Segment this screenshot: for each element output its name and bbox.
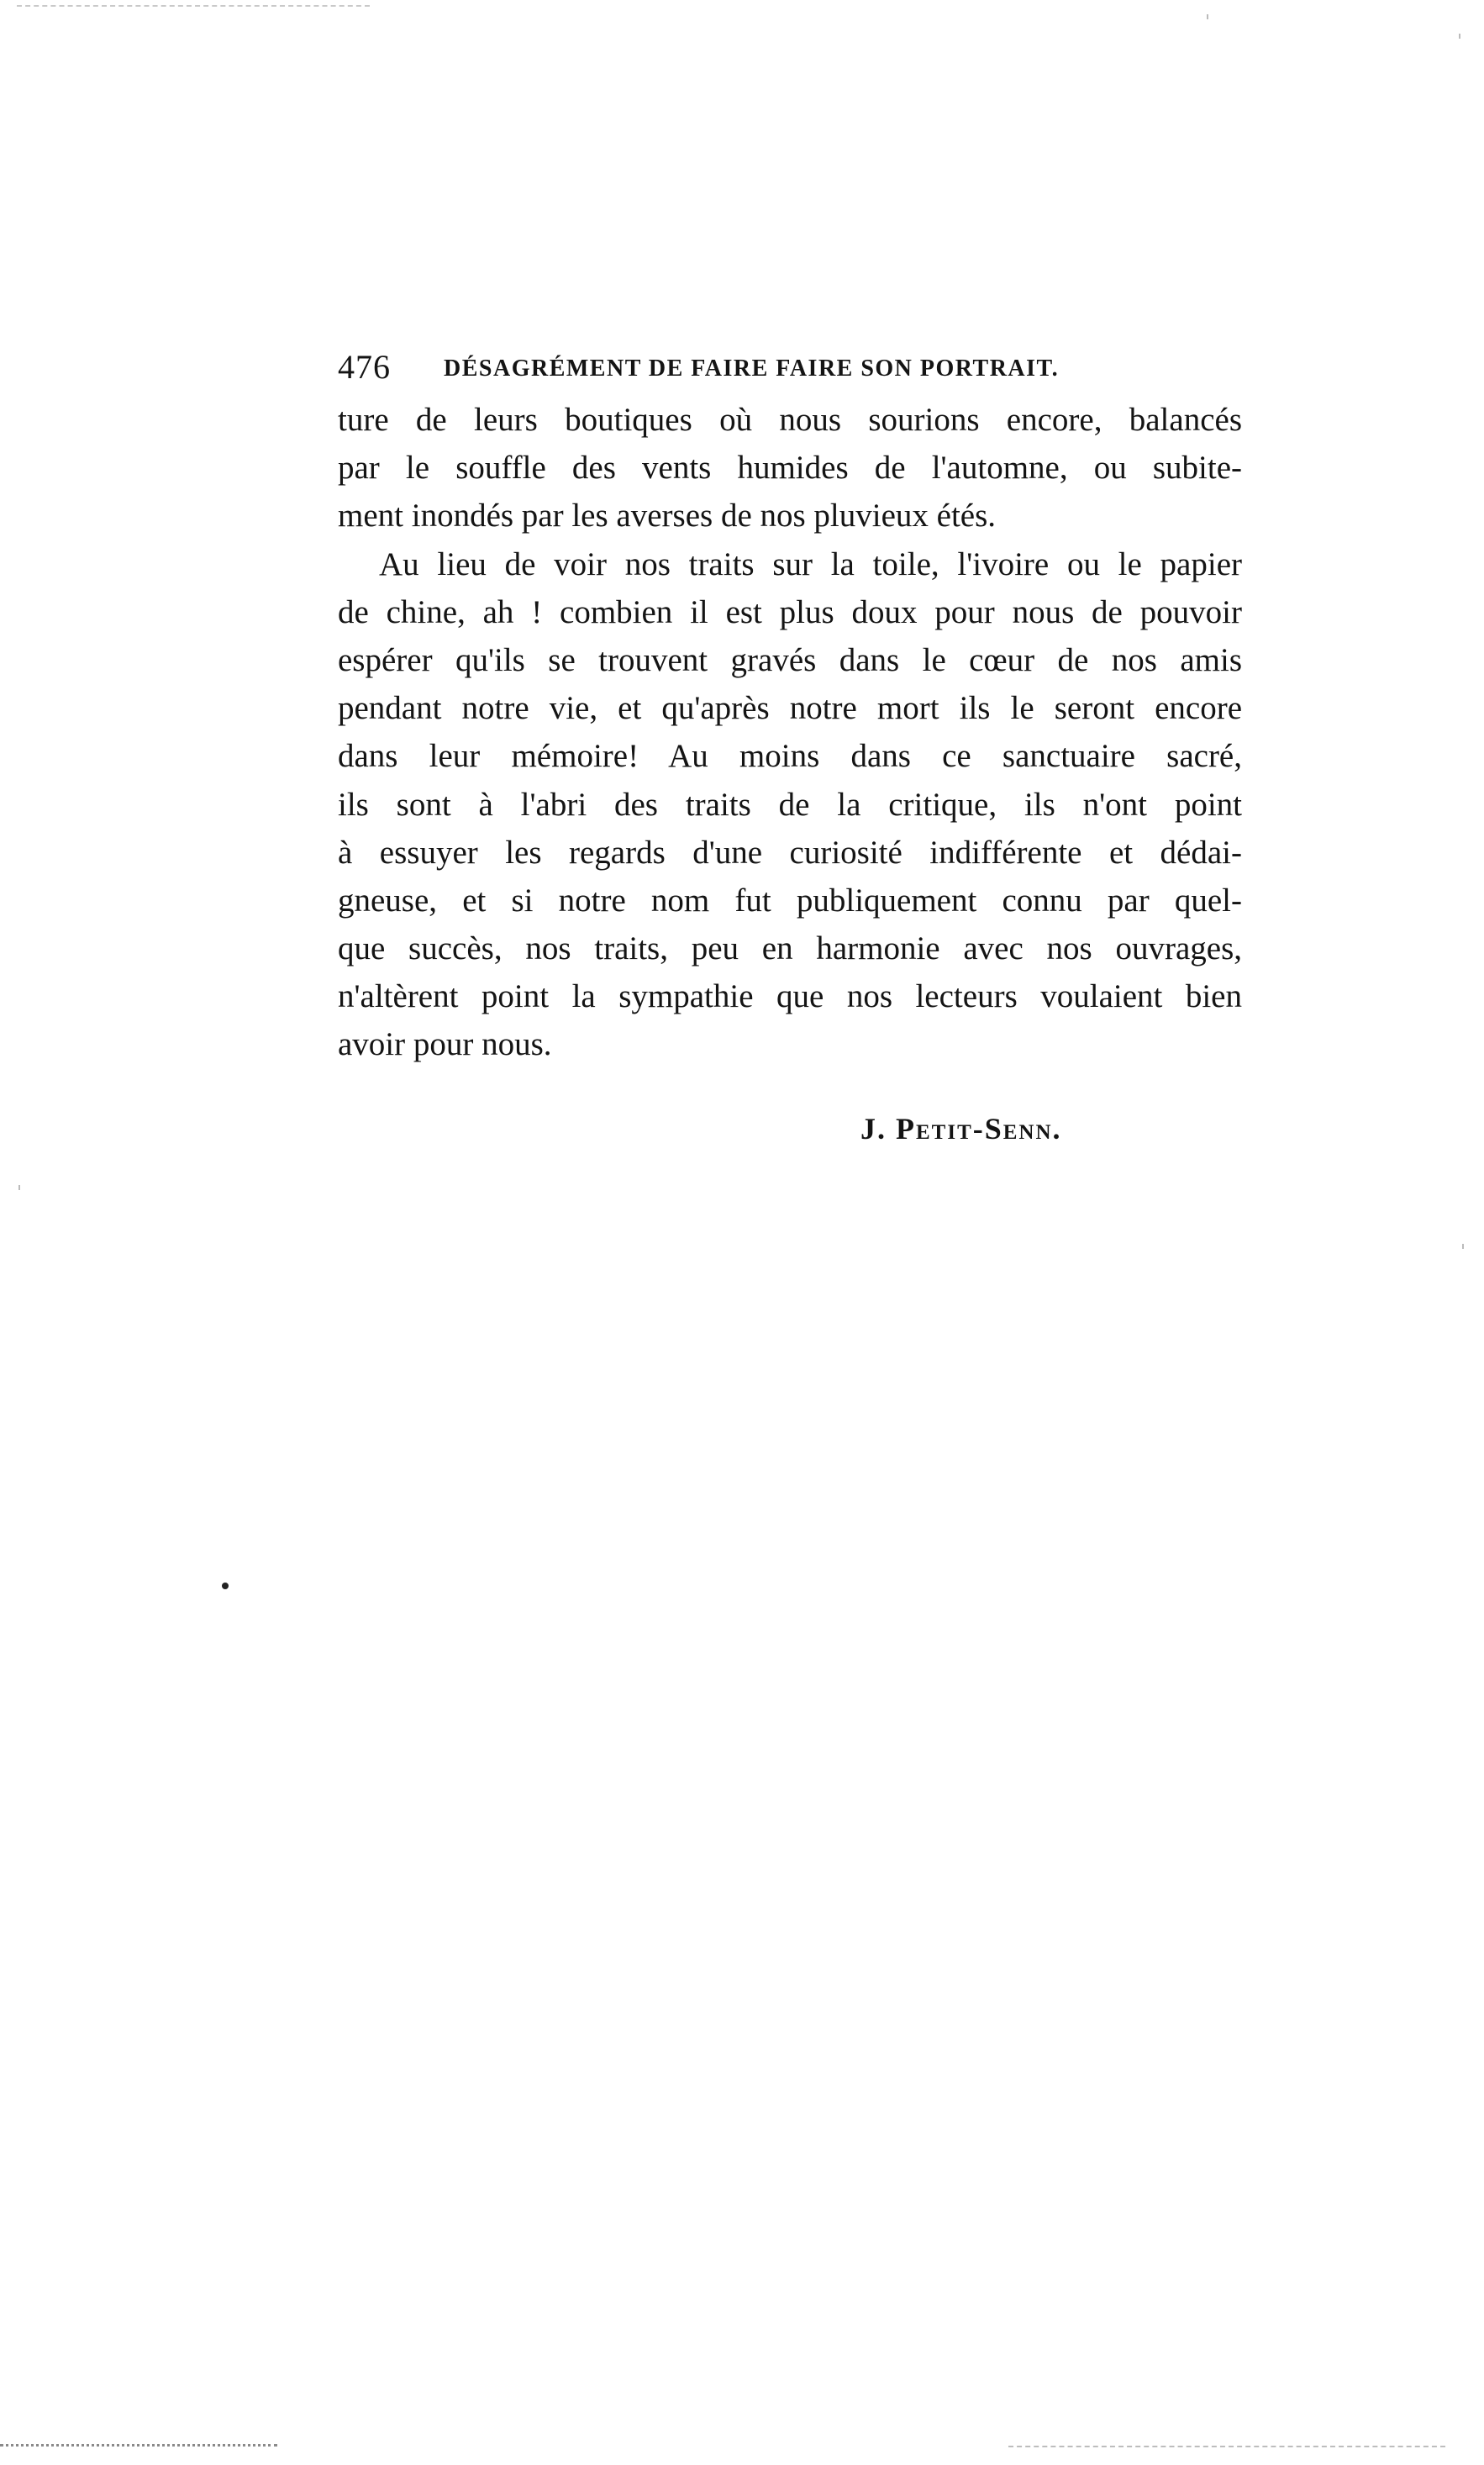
scan-tick	[18, 1185, 20, 1190]
scan-artifact-bottom-right	[1008, 2446, 1445, 2449]
text-line: avoir pour nous.	[338, 1026, 552, 1063]
text-line: pendant notre vie, et qu'après notre mort ils le seront encore	[338, 690, 1242, 727]
text-line: dans leur mémoire! Au moins dans ce sanctuaire sacré,	[338, 738, 1242, 775]
text-line: que succès, nos traits, peu en harmonie avec nos ouvrages,	[338, 930, 1242, 967]
text-line: de chine, ah ! combien il est plus doux pour nous de pouvoir	[338, 593, 1242, 630]
text-line: Au lieu de voir nos traits sur la toile, l'ivoire ou le papier	[379, 545, 1242, 582]
text-line: à essuyer les regards d'une curiosité indifférente et dédai-	[338, 834, 1242, 871]
scan-tick	[1459, 34, 1460, 39]
body-text	[338, 396, 1242, 1069]
text-line: espérer qu'ils se trouvent gravés dans le cœur de nos amis	[338, 641, 1242, 678]
text-line: ture de leurs boutiques où nous sourions encore, balancés	[338, 402, 1242, 438]
author-signature: J. Petit-Senn.	[860, 1112, 1062, 1146]
text-line: ment inondés par les averses de nos pluvieux étés.	[338, 498, 997, 535]
scan-artifact-bottom-left	[0, 2444, 277, 2449]
text-line: par le souffle des vents humides de l'automne, ou subite-	[338, 450, 1242, 487]
running-head-title: DÉSAGRÉMENT DE FAIRE FAIRE SON PORTRAIT.	[444, 356, 1060, 382]
scan-speck	[222, 1583, 229, 1589]
scan-tick	[1207, 14, 1208, 19]
text-line: gneuse, et si notre nom fut publiquement connu par quel-	[338, 882, 1242, 919]
scan-tick	[1462, 1244, 1464, 1249]
page-number: 476	[338, 348, 391, 386]
running-head	[338, 346, 1136, 388]
scan-artifact-top	[17, 5, 370, 8]
text-line: ils sont à l'abri des traits de la critique, ils n'ont point	[338, 786, 1242, 823]
text-line: n'altèrent point la sympathie que nos lecteurs voulaient bien	[338, 978, 1242, 1015]
